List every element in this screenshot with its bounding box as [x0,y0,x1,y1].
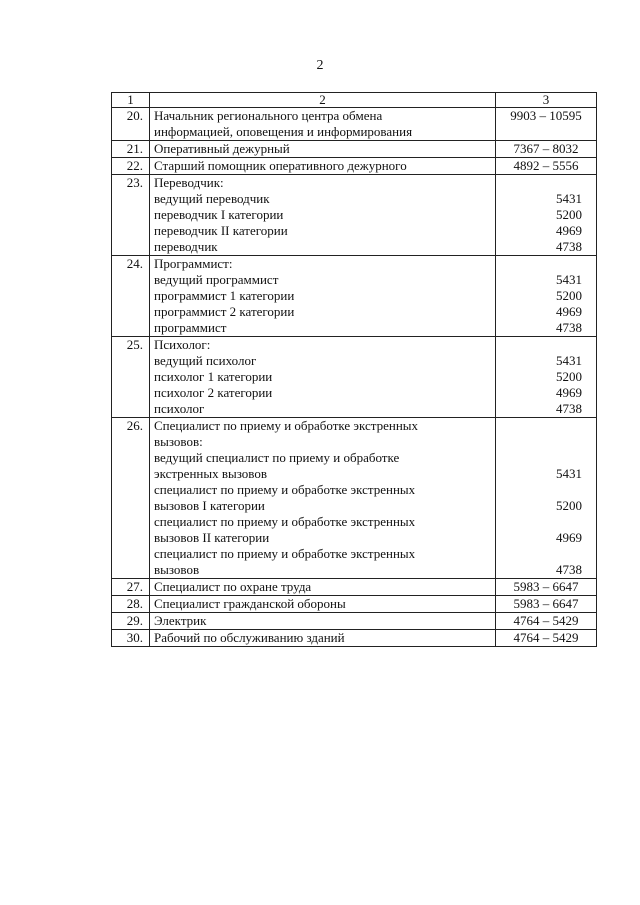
table-row [112,630,597,647]
position-name-line: Программист: [154,256,233,271]
row-number: 20. [112,108,150,141]
position-name-line: переводчик II категории [154,223,288,238]
salary-value: 4738 [556,320,582,335]
position-name-line: программист [154,320,227,335]
row-number: 24. [112,256,150,337]
salary-value: 4738 [556,562,582,577]
salary-cell: 5983 – 6647 [496,596,597,613]
position-name-line: Специалист по охране труда [154,579,312,594]
salary-cell [496,175,597,256]
salary-cell: 7367 – 8032 [496,141,597,158]
salary-cell: 9903 – 10595 [496,108,597,141]
table-row [112,613,597,630]
position-name-line: вызовов [154,562,200,577]
salary-value: 5200 [556,369,582,384]
salary-blank [500,434,582,450]
table-row [112,158,597,175]
position-name-cell [150,108,496,141]
position-name-line: специалист по приему и обработке экстренных [154,514,416,529]
salary-value: 5200 [556,498,582,513]
position-name-line: Специалист гражданской обороны [154,596,346,611]
salary-blank [500,450,582,466]
row-number: 30. [112,630,150,647]
table-row [112,596,597,613]
position-name-line: Оперативный дежурный [154,141,290,156]
position-name-line: специалист по приему и обработке экстренных [154,482,416,497]
position-name-cell [150,141,496,158]
salary-cell: 5983 – 6647 [496,579,597,596]
salary-blank [500,418,582,434]
salary-blank [500,546,582,562]
position-name-line: Специалист по приему и обработке экстренных [154,418,419,433]
salary-value: 5431 [556,272,582,287]
position-name-line: вызовов: [154,434,203,449]
position-name-line: программист 2 категории [154,304,295,319]
position-name-line: Психолог: [154,337,211,352]
position-name-line: Старший помощник оперативного дежурного [154,158,407,173]
salary-blank [500,337,582,353]
salary-value: 5200 [556,207,582,222]
salary-cell: 4764 – 5429 [496,613,597,630]
position-name-line: ведущий специалист по приему и обработке [154,450,400,465]
salary-value: 4969 [556,223,582,238]
salary-value: 4969 [556,530,582,545]
header-col-3: 3 [496,93,597,108]
position-name-line: вызовов I категории [154,498,265,513]
salary-value: 5431 [556,191,582,206]
salary-cell: 4764 – 5429 [496,630,597,647]
header-col-1: 1 [112,93,150,108]
position-name-line: ведущий переводчик [154,191,270,206]
row-number: 22. [112,158,150,175]
salary-value: 5431 [556,353,582,368]
salary-cell [496,256,597,337]
salary-cell [496,337,597,418]
position-name-line: специалист по приему и обработке экстренных [154,546,416,561]
table-row [112,418,597,579]
position-name-line: ведущий программист [154,272,279,287]
table-row [112,337,597,418]
row-number: 26. [112,418,150,579]
position-name-line: психолог 2 категории [154,385,273,400]
position-name-cell [150,158,496,175]
salary-cell [496,418,597,579]
row-number: 29. [112,613,150,630]
table-row [112,141,597,158]
position-name-line: Рабочий по обслуживанию зданий [154,630,345,645]
position-name-cell [150,630,496,647]
salary-cell: 4892 – 5556 [496,158,597,175]
position-name-line: Электрик [154,613,207,628]
salary-value: 4738 [556,239,582,254]
page-number: 2 [316,58,324,73]
position-name-cell [150,579,496,596]
salary-value: 5200 [556,288,582,303]
table-header-row [112,93,597,108]
salary-table [111,92,597,647]
salary-value: 4969 [556,385,582,400]
salary-blank [500,256,582,272]
table-row [112,256,597,337]
table-row [112,579,597,596]
header-col-2: 2 [150,93,496,108]
salary-value: 4738 [556,401,582,416]
position-name-line: экстренных вызовов [154,466,267,481]
row-number: 28. [112,596,150,613]
table-row [112,175,597,256]
position-name-line: Начальник регионального центра обмена [154,108,383,123]
position-name-cell [150,256,496,337]
position-name-line: Переводчик: [154,175,224,190]
position-name-cell [150,596,496,613]
table-row [112,108,597,141]
position-name-line: программист 1 категории [154,288,295,303]
position-name-line: вызовов II категории [154,530,270,545]
position-name-line: ведущий психолог [154,353,257,368]
position-name-cell [150,337,496,418]
position-name-cell [150,418,496,579]
position-name-line: психолог 1 категории [154,369,273,384]
row-number: 25. [112,337,150,418]
salary-blank [500,514,582,530]
position-name-line: переводчик [154,239,218,254]
position-name-line: переводчик I категории [154,207,284,222]
row-number: 23. [112,175,150,256]
row-number: 27. [112,579,150,596]
row-number: 21. [112,141,150,158]
salary-value: 4969 [556,304,582,319]
position-name-line: психолог [154,401,205,416]
salary-blank [500,482,582,498]
salary-value: 5431 [556,466,582,481]
position-name-cell [150,175,496,256]
salary-blank [500,175,582,191]
position-name-cell [150,613,496,630]
position-name-line: информацией, оповещения и информирования [154,124,413,139]
